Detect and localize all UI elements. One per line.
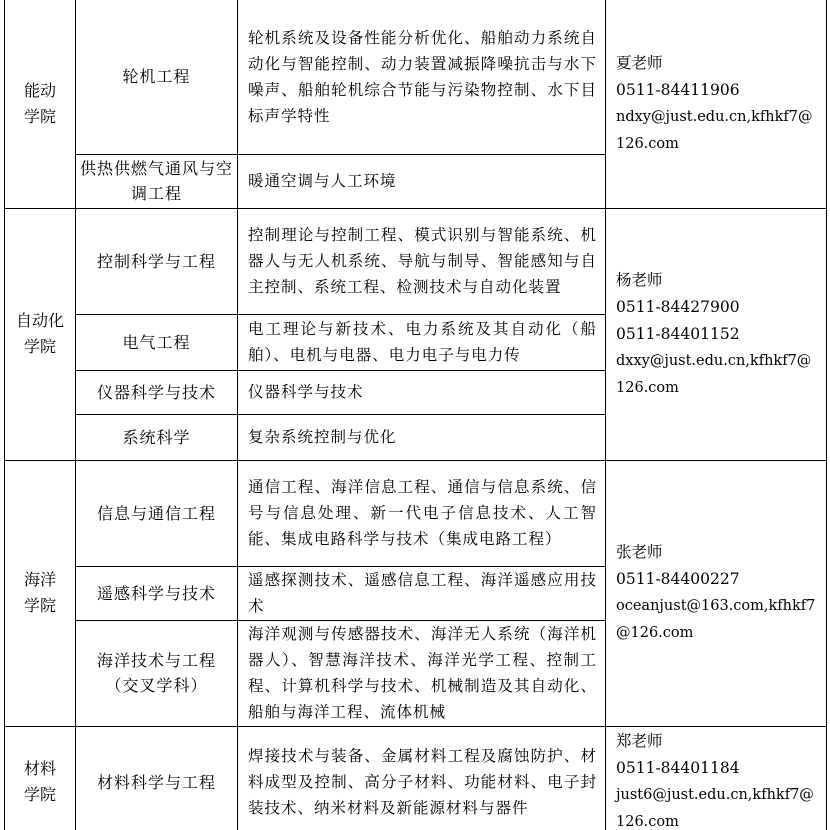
major-name-cell [76, 154, 238, 208]
contact-email: dxxy@just.edu.cn,kfhkf7@126.com [616, 352, 812, 396]
contact-phone: 0511-84401184 [616, 759, 740, 777]
contact-teacher: 张老师 [616, 543, 663, 561]
contact-cell [606, 0, 827, 208]
directions-cell [238, 460, 606, 566]
major-name-cell [76, 314, 238, 370]
directions-cell [238, 208, 606, 314]
major-name: 材料科学与工程 [96, 772, 216, 792]
contact-cell [606, 460, 827, 726]
directions-cell [238, 154, 606, 208]
contact-phone: 0511-84427900 [616, 297, 740, 316]
directions-cell [238, 414, 606, 460]
contact-phone: 0511-84401152 [616, 324, 740, 343]
college-name: 能动 学院 [23, 80, 56, 126]
major-name-cell [76, 566, 238, 620]
major-name: 海洋技术与工程 （交叉学科） [96, 651, 216, 695]
contact-cell [606, 726, 827, 830]
major-name: 遥感科学与技术 [96, 583, 216, 603]
contact-teacher: 夏老师 [616, 53, 663, 72]
contact-email: oceanjust@163.com,kfhkf7@126.com [616, 598, 816, 641]
directions-text: 暖通空调与人工环境 [248, 172, 397, 190]
directions-cell [238, 726, 606, 830]
college-name-cell [5, 208, 76, 460]
major-name-cell [76, 208, 238, 314]
contact-email: ndxy@just.edu.cn,kfhkf7@126.com [616, 108, 813, 152]
directions-text: 仪器科学与技术 [248, 383, 364, 401]
major-name-cell [76, 370, 238, 414]
college-name-cell [5, 460, 76, 726]
directions-text: 控制理论与控制工程、模式识别与智能系统、机器人与无人机系统、导航与制导、智能感知与自主控制、系统工程、检测技术与自动化装置 [248, 226, 597, 296]
directions-text: 复杂系统控制与优化 [248, 428, 397, 446]
table-row [5, 208, 827, 314]
table-row [5, 0, 827, 154]
college-name: 自动化 学院 [15, 311, 64, 356]
major-name: 电气工程 [122, 332, 191, 352]
major-name: 信息与通信工程 [96, 503, 216, 523]
directions-text: 轮机系统及设备性能分析优化、船舶动力系统自动化与智能控制、动力装置减振降噪抗击与水下噪声、船舶轮机综合节能与污染物控制、水下目标声学特性 [248, 28, 597, 125]
contact-phone: 0511-84411906 [616, 80, 740, 99]
college-name: 材料 学院 [23, 759, 56, 804]
major-name-cell [76, 726, 238, 830]
directions-text: 焊接技术与装备、金属材料工程及腐蚀防护、材料成型及控制、高分子材料、功能材料、电子封装技术、纳米材料及新能源材料与器件 [248, 747, 597, 817]
directions-text: 遥感探测技术、遥感信息工程、海洋遥感应用技术 [248, 571, 597, 615]
directions-cell [238, 566, 606, 620]
major-name-cell [76, 620, 238, 726]
directions-text: 电工理论与新技术、电力系统及其自动化（船舶）、电机与电器、电力电子与电力传 [248, 320, 597, 364]
major-name-cell [76, 414, 238, 460]
college-name-cell [5, 0, 76, 208]
college-name: 海洋 学院 [23, 570, 56, 615]
directions-cell [238, 370, 606, 414]
table-row [5, 726, 827, 830]
directions-cell [238, 0, 606, 154]
major-name: 轮机工程 [122, 67, 191, 87]
major-name: 仪器科学与技术 [96, 382, 216, 402]
directions-cell [238, 314, 606, 370]
contact-email: just6@just.edu.cn,kfhkf7@126.com [616, 787, 814, 830]
major-name: 供热供燃气通风与空调工程 [79, 159, 233, 203]
majors-table [4, 0, 827, 830]
directions-text: 海洋观测与传感器技术、海洋无人系统（海洋机器人）、智慧海洋技术、海洋光学工程、控制工程、计算机科学与技术、机械制造及其自动化、船舶与海洋工程、流体机械 [248, 625, 597, 721]
contact-phone: 0511-84400227 [616, 570, 740, 588]
college-name-cell [5, 726, 76, 830]
directions-text: 通信工程、海洋信息工程、通信与信息系统、信号与信息处理、新一代电子信息技术、人工智能、集成电路科学与技术（集成电路工程） [248, 478, 597, 548]
contact-teacher: 郑老师 [616, 732, 663, 750]
major-name-cell [76, 0, 238, 154]
contact-cell [606, 208, 827, 460]
major-name: 系统科学 [122, 427, 191, 447]
table-row [5, 460, 827, 566]
contact-teacher: 杨老师 [616, 270, 663, 289]
directions-cell [238, 620, 606, 726]
major-name-cell [76, 460, 238, 566]
major-name: 控制科学与工程 [96, 251, 216, 271]
